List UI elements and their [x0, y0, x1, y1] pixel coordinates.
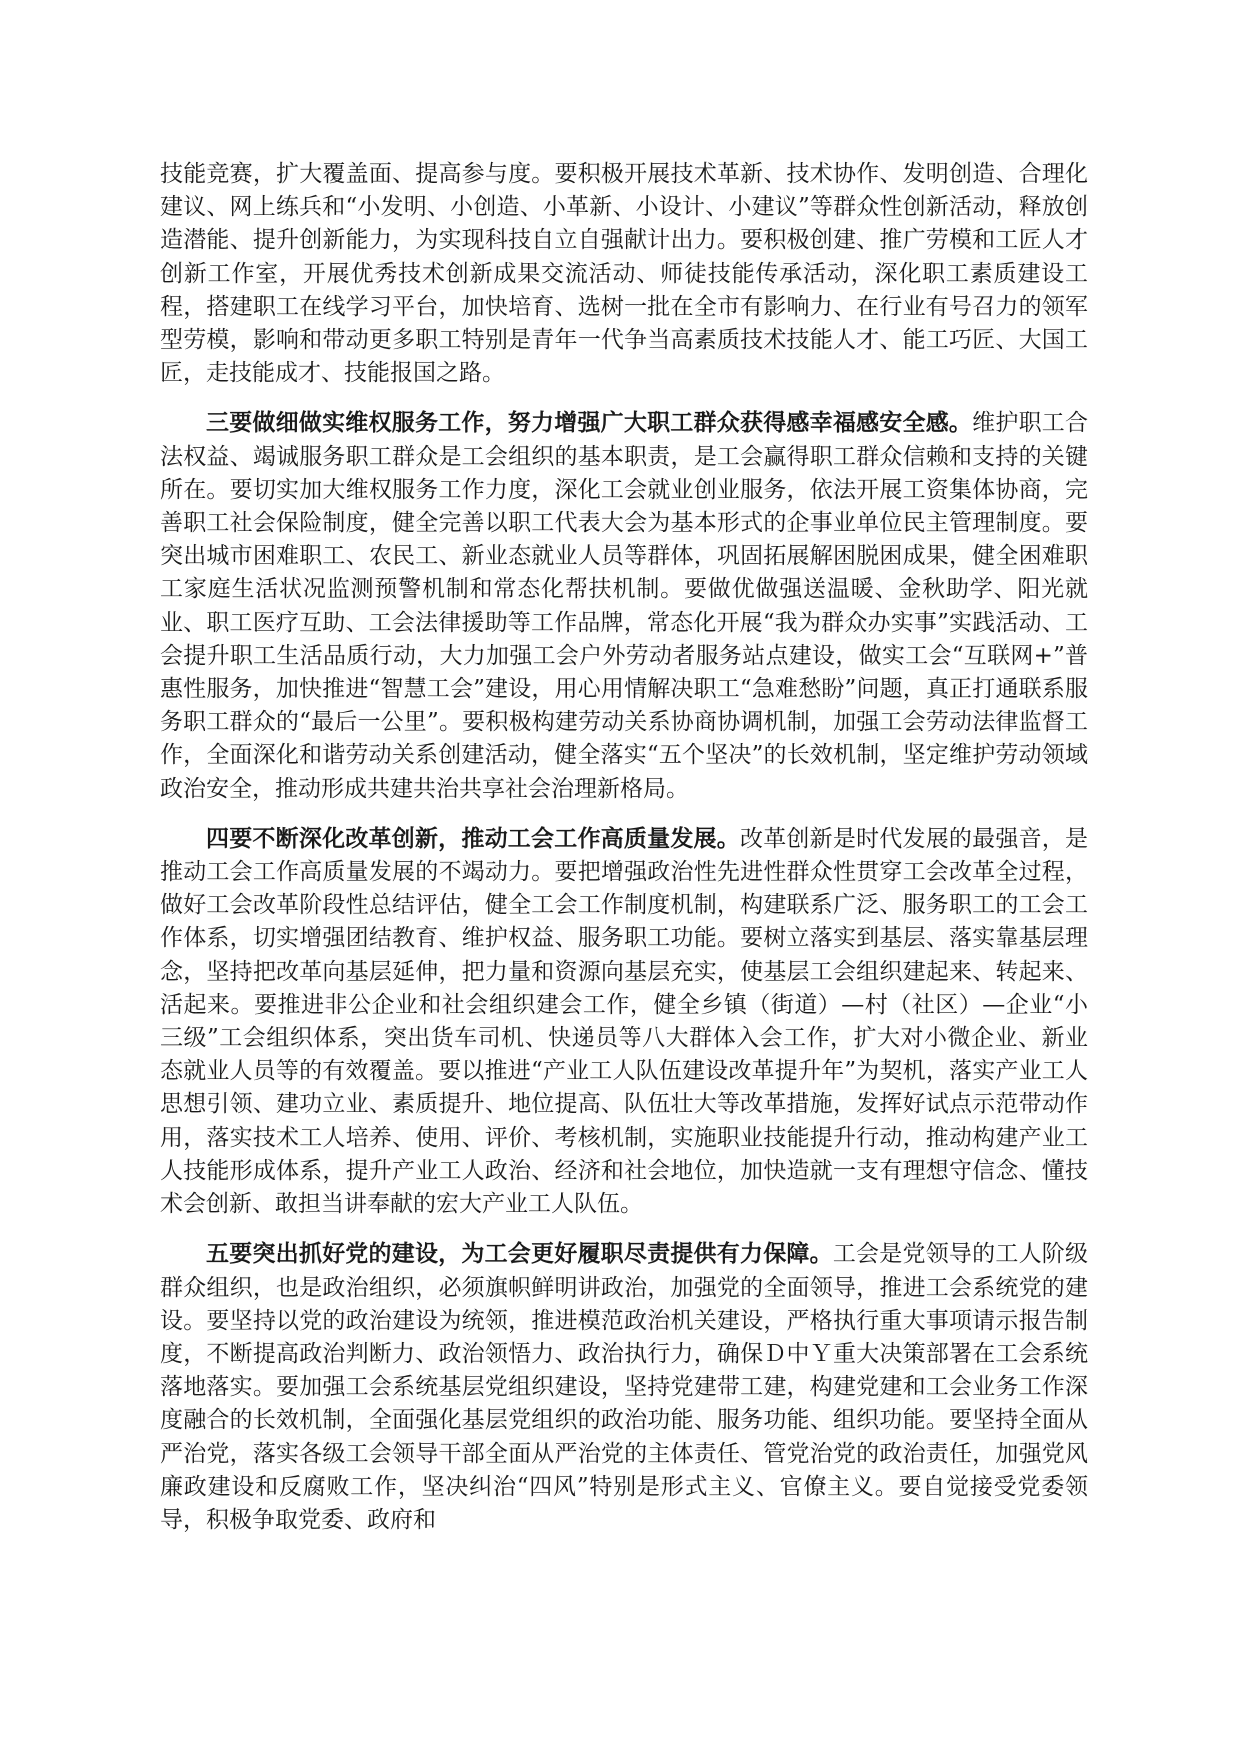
paragraph-2-text: 维护职工合法权益、竭诚服务职工群众是工会组织的基本职责，是工会赢得职工群众信赖和支持的关键所在。要切实加大维权服务工作力度，深化工会就业创业服务，依法开展工资集体协商，完善职工社会保险制度，健全完善以职工代表大会为基本形式的企事业单位民主管理制度。要突出城市困难职工、农民工、新业态就业人员等群体，巩固拓展解困脱困成果，健全困难职工家庭生活状况监测预警机制和常态化帮扶机制。要做优做强送温暖、金秋助学、阳光就业、职工医疗互助、工会法律援助等工作品牌，常态化开展“我为群众办实事”实践活动、工会提升职工生活品质行动，大力加强工会户外劳动者服务站点建设，做实工会“互联网+”普惠性服务，加快推进“智慧工会”建设，用心用情解决职工“急难愁盼”问题，真正打通联系服务职工群众的“最后一公里”。要积极构建劳动关系协商协调机制，加强工会劳动法律监督工作，全面深化和谐劳动关系创建活动，健全落实“五个坚决”的长效机制，坚定维护劳动领域政治安全，推动形成共建共治共享社会治理新格局。	[160, 410, 1089, 802]
document-body	[160, 158, 1088, 1553]
paragraph-1	[160, 158, 1088, 390]
paragraph-3	[160, 822, 1088, 1221]
paragraph-4-heading: 五要突出抓好党的建设，为工会更好履职尽责提供有力保障。	[206, 1240, 833, 1268]
paragraph-1-text: 技能竞赛，扩大覆盖面、提高参与度。要积极开展技术革新、技术协作、发明创造、合理化建议、网上练兵和“小发明、小创造、小革新、小设计、小建议”等群众性创新活动，释放创造潜能、提升创新能力，为实现科技自立自强献计出力。要积极创建、推广劳模和工匠人才创新工作室，开展优秀技术创新成果交流活动、师徒技能传承活动，深化职工素质建设工程，搭建职工在线学习平台，加快培育、选树一批在全市有影响力、在行业有号召力的领军型劳模，影响和带动更多职工特别是青年一代争当高素质技术技能人才、能工巧匠、大国工匠，走技能成才、技能报国之路。	[160, 161, 1088, 387]
paragraph-4	[160, 1237, 1088, 1537]
paragraph-2-heading: 三要做细做实维权服务工作，努力增强广大职工群众获得感幸福感安全感。	[206, 409, 973, 437]
paragraph-3-text: 改革创新是时代发展的最强音，是推动工会工作高质量发展的不竭动力。要把增强政治性先进性群众性贯穿工会改革全过程，做好工会改革阶段性总结评估，健全工会工作制度机制，构建联系广泛、服务职工的工会工作体系，切实增强团结教育、维护权益、服务职工功能。要树立落实到基层、落实靠基层理念，坚持把改革向基层延伸，把力量和资源向基层充实，使基层工会组织建起来、转起来、活起来。要推进非公企业和社会组织建会工作，健全乡镇（街道）—村（社区）—企业“小三级”工会组织体系，突出货车司机、快递员等八大群体入会工作，扩大对小微企业、新业态就业人员等的有效覆盖。要以推进“产业工人队伍建设改革提升年”为契机，落实产业工人思想引领、建功立业、素质提升、地位提高、队伍壮大等改革措施，发挥好试点示范带动作用，落实技术工人培养、使用、评价、考核机制，实施职业技能提升行动，推动构建产业工人技能形成体系，提升产业工人政治、经济和社会地位，加快造就一支有理想守信念、懂技术会创新、敢担当讲奉献的宏大产业工人队伍。	[160, 825, 1089, 1218]
paragraph-4-text: 工会是党领导的工人阶级群众组织，也是政治组织，必须旗帜鲜明讲政治，加强党的全面领导，推进工会系统党的建设。要坚持以党的政治建设为统领，推进模范政治机关建设，严格执行重大事项请示报告制度，不断提高政治判断力、政治领悟力、政治执行力，确保Ｄ中Ｙ重大决策部署在工会系统落地落实。要加强工会系统基层党组织建设，坚持党建带工建，构建党建和工会业务工作深度融合的长效机制，全面强化基层党组织的政治功能、服务功能、组织功能。要坚持全面从严治党，落实各级工会领导干部全面从严治党的主体责任、管党治党的政治责任，加强党风廉政建设和反腐败工作，坚决纠治“四风”特别是形式主义、官僚主义。要自觉接受党委领导，积极争取党委、政府和	[160, 1241, 1089, 1533]
paragraph-3-heading: 四要不断深化改革创新，推动工会工作高质量发展。	[206, 824, 740, 852]
paragraph-2	[160, 406, 1088, 805]
